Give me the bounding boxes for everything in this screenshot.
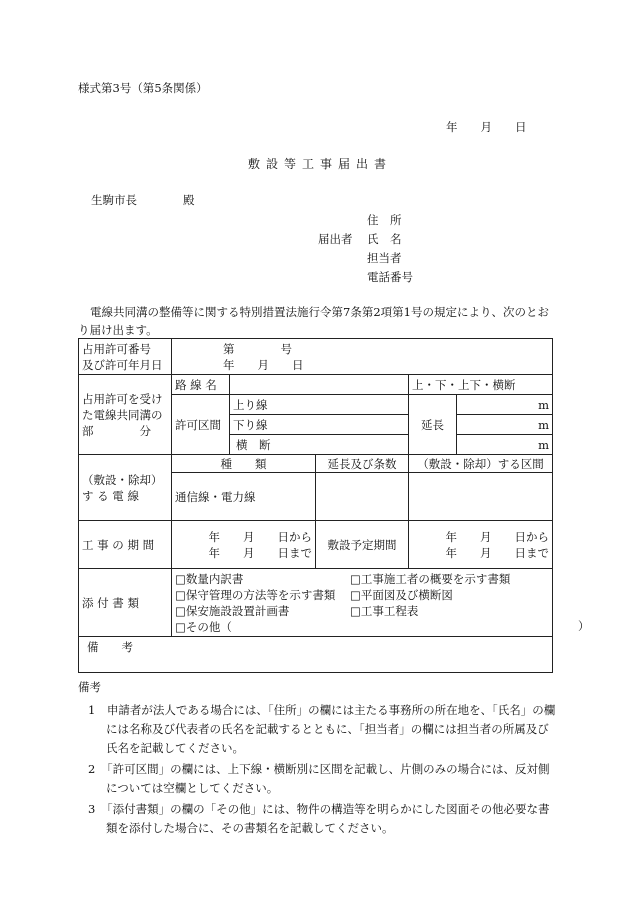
period-from: 年 月 日から (208, 529, 312, 544)
honorific: 殿 (183, 193, 195, 207)
attach-other-close: ） (578, 619, 590, 633)
section-label-1: 占用許可を受け (82, 391, 163, 406)
planned-from: 年 月 日から (445, 529, 550, 544)
route-value[interactable] (230, 375, 409, 395)
attach-maintenance[interactable]: □保守管理の方法等を示す書類 (175, 587, 336, 602)
permit-label-1: 占用許可番号 (82, 341, 151, 356)
route-label: 路 線 名 (172, 375, 230, 395)
cable-label-2: す る 電 線 (82, 488, 139, 503)
permit-date: 年 月 日 (223, 357, 304, 372)
planned-value-cell (409, 521, 553, 569)
section-label-2: た電線共同溝の (82, 407, 163, 422)
note-item: 1 申請者が法人である場合には、「住所」の欄には主たる事務所の所在地を、「氏名」の欄には名称及び代表者の氏名を記載するとともに、「担当者」の欄には担当者の所属及び氏名を記載してください。 (88, 703, 556, 755)
notes-heading: 備考 (78, 680, 101, 694)
crossing: 横 断 (230, 435, 409, 455)
unit-m-3: m (457, 435, 553, 455)
down-line: 下り線 (230, 415, 409, 435)
length-count-header: 延長及び条数 (316, 455, 409, 473)
date-line: 年 月 日 (446, 120, 527, 134)
name-label: 氏 名 (367, 232, 402, 246)
direction: 上・下・上下・横断 (409, 375, 553, 395)
planned-label: 敷設予定期間 (316, 521, 409, 569)
applicant-label: 届出者 (318, 232, 353, 246)
person-label: 担当者 (367, 251, 402, 265)
permit-label-cell (79, 339, 172, 375)
phone-label: 電話番号 (367, 270, 413, 284)
form-title: 敷設等工事届出書 (248, 157, 393, 171)
section-label-3: 部 分 (82, 423, 151, 438)
cable-label-cell (79, 455, 172, 521)
length-label: 延長 (409, 395, 457, 455)
up-line: 上り線 (230, 395, 409, 415)
planned-to: 年 月 日まで (445, 545, 550, 560)
section-label-cell (79, 375, 172, 455)
period-label: 工 事 の 期 間 (79, 521, 172, 569)
period-value-cell (172, 521, 316, 569)
cable-label-1: （敷設・除却） (82, 472, 163, 487)
note-item: 2 「許可区間」の欄には、上下線・横断別に区間を記載し、片側のみの場合には、反対側については空欄としてください。 (88, 762, 550, 795)
application-table (78, 338, 590, 673)
kind-header: 種 類 (172, 455, 316, 473)
permit-section-label: 許可区間 (172, 395, 230, 455)
permit-label-2: 及び許可年月日 (82, 357, 163, 372)
remarks-cell (79, 637, 553, 673)
attach-contractor[interactable]: □工事施工者の概要を示す書類 (350, 571, 511, 586)
attach-schedule[interactable]: □工事工程表 (350, 603, 419, 618)
attach-quantity[interactable]: □数量内訳書 (175, 571, 244, 586)
note-item: 3 「添付書類」の欄の「その他」には、物件の構造等を明らかにした図面その他必要な書類を添付した場合に、その書類名を記載してください。 (88, 802, 550, 835)
install-section-value[interactable] (409, 473, 553, 521)
attach-safety[interactable]: □保安施設設置計画書 (175, 603, 290, 618)
attach-label: 添 付 書 類 (79, 569, 172, 637)
length-count-value[interactable] (316, 473, 409, 521)
permit-no: 第 号 (223, 341, 292, 356)
cable-kind: 通信線・電力線 (172, 473, 316, 521)
unit-m-1: m (457, 395, 553, 415)
attach-other[interactable] (175, 619, 350, 635)
addressee: 生駒市長 (91, 193, 137, 207)
address-label: 住 所 (367, 213, 402, 227)
install-section-header: （敷設・除却）する区間 (409, 455, 553, 473)
attachments-cell (172, 569, 590, 637)
attach-plan[interactable]: □平面図及び横断図 (350, 587, 453, 602)
remarks-label: 備 考 (87, 640, 133, 654)
period-to: 年 月 日まで (208, 545, 312, 560)
attach-other-label: □その他（ (175, 619, 232, 634)
form-number: 様式第3号（第5条関係） (78, 81, 208, 95)
unit-m-2: m (457, 415, 553, 435)
permit-value-cell (172, 339, 553, 375)
notes (78, 678, 556, 838)
intro-text: 電線共同溝の整備等に関する特別措置法施行令第7条第2項第1号の規定により、次のとおり届け出ます。 (78, 305, 549, 337)
